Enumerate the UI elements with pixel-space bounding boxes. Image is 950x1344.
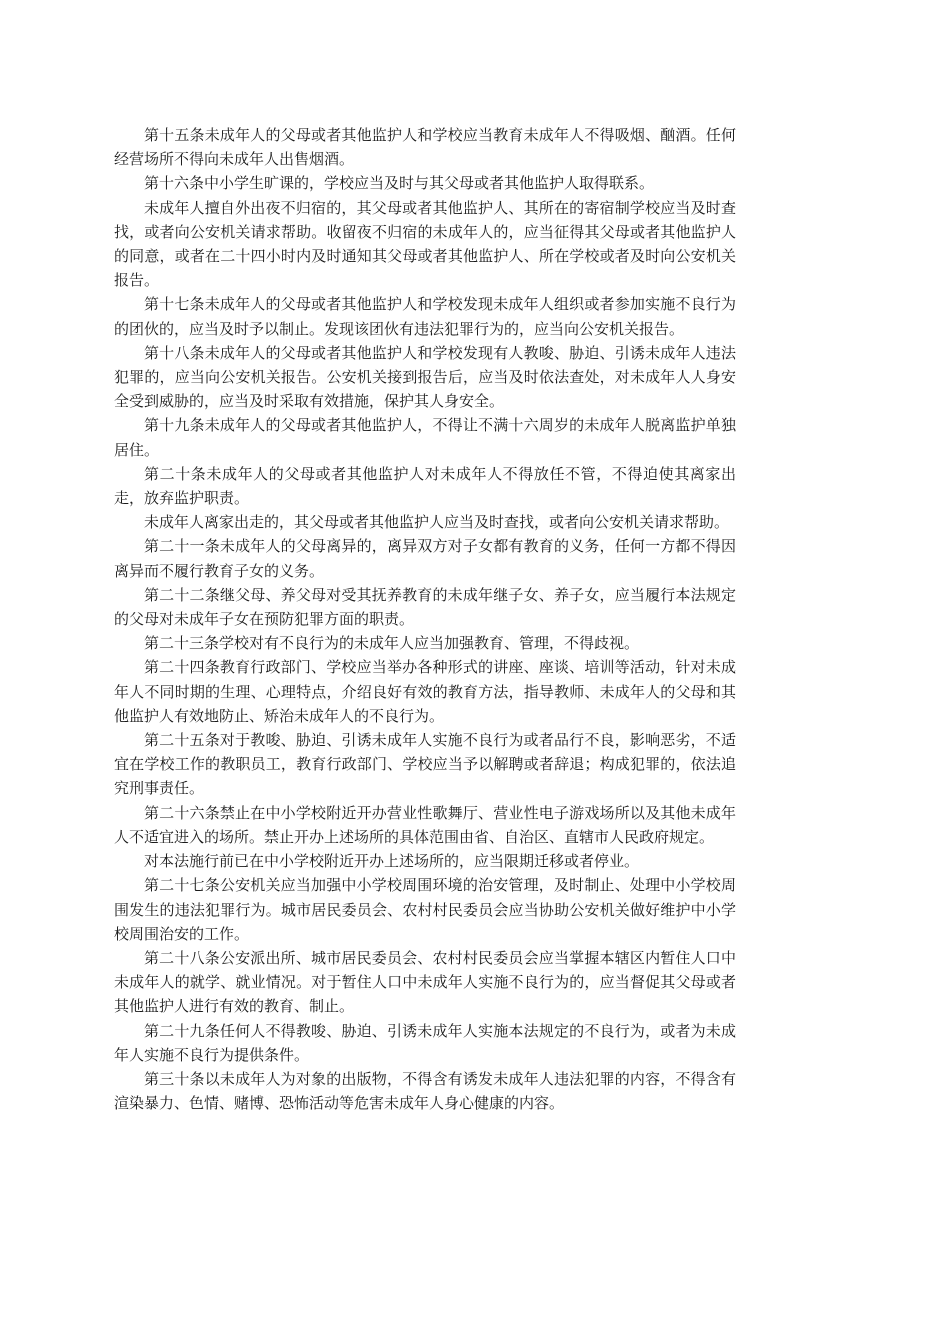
paragraph-article-17: 第十七条未成年人的父母或者其他监护人和学校发现未成年人组织或者参加实施不良行为的团伙的，应当及时予以制止。发现该团伙有违法犯罪行为的，应当向公安机关报告。 (114, 295, 736, 338)
paragraph-article-19: 第十九条未成年人的父母或者其他监护人，不得让不满十六周岁的未成年人脱离监护单独居住。 (114, 416, 736, 459)
paragraph-article-30: 第三十条以未成年人为对象的出版物，不得含有诱发未成年人违法犯罪的内容，不得含有渲染暴力、色情、赌博、恐怖活动等危害未成年人身心健康的内容。 (114, 1069, 736, 1113)
paragraph-article-20: 第二十条未成年人的父母或者其他监护人对未成年人不得放任不管，不得迫使其离家出走，放弃监护职责。 (114, 464, 736, 508)
paragraph-article-22: 第二十二条继父母、养父母对受其抚养教育的未成年继子女、养子女，应当履行本法规定的父母对未成年子女在预防犯罪方面的职责。 (114, 585, 736, 629)
paragraph-article-28: 第二十八条公安派出所、城市居民委员会、农村村民委员会应当掌握本辖区内暂住人口中未成年人的就学、就业情况。对于暂住人口中未成年人实施不良行为的，应当督促其父母或者其他监护人进行有效的教育、制止。 (114, 948, 736, 1016)
paragraph-article-26: 第二十六条禁止在中小学校附近开办营业性歌舞厅、营业性电子游戏场所以及其他未成年人不适宜进入的场所。禁止开办上述场所的具体范围由省、自治区、直辖市人民政府规定。 (114, 803, 736, 846)
paragraph-article-27: 第二十七条公安机关应当加强中小学校周围环境的治安管理，及时制止、处理中小学校周围发生的违法犯罪行为。城市居民委员会、农村村民委员会应当协助公安机关做好维护中小学校周围治安的工作。 (114, 876, 736, 943)
paragraph-article-23: 第二十三条学校对有不良行为的未成年人应当加强教育、管理，不得歧视。 (144, 634, 640, 653)
paragraph-article-24: 第二十四条教育行政部门、学校应当举办各种形式的讲座、座谈、培训等活动，针对未成年人不同时期的生理、心理特点，介绍良好有效的教育方法，指导教师、未成年人的父母和其他监护人有效地防止、矫治未成年人的不良行为。 (114, 658, 736, 725)
paragraph-article-29: 第二十九条任何人不得教唆、胁迫、引诱未成年人实施本法规定的不良行为，或者为未成年人实施不良行为提供条件。 (114, 1021, 736, 1064)
paragraph-article-18: 第十八条未成年人的父母或者其他监护人和学校发现有人教唆、胁迫、引诱未成年人违法犯罪的，应当向公安机关报告。公安机关接到报告后，应当及时依法查处，对未成年人人身安全受到威胁的，应当及时采取有效措施，保护其人身安全。 (114, 343, 736, 411)
document-body (114, 123, 736, 1115)
paragraph-article-26-cont: 对本法施行前已在中小学校附近开办上述场所的，应当限期迁移或者停业。 (144, 852, 640, 871)
paragraph-article-25: 第二十五条对于教唆、胁迫、引诱未成年人实施不良行为或者品行不良，影响恶劣，不适宜在学校工作的教职员工，教育行政部门、学校应当予以解聘或者辞退；构成犯罪的，依法追究刑事责任。 (114, 731, 736, 798)
paragraph-article-15: 第十五条未成年人的父母或者其他监护人和学校应当教育未成年人不得吸烟、酗酒。任何经营场所不得向未成年人出售烟酒。 (114, 126, 736, 169)
paragraph-article-16: 第十六条中小学生旷课的，学校应当及时与其父母或者其他监护人取得联系。 (144, 174, 655, 193)
paragraph-article-21: 第二十一条未成年人的父母离异的，离异双方对子女都有教育的义务，任何一方都不得因离异而不履行教育子女的义务。 (114, 537, 736, 580)
paragraph-article-20-cont: 未成年人离家出走的，其父母或者其他监护人应当及时查找，或者向公安机关请求帮助。 (144, 513, 730, 532)
paragraph-article-16-cont: 未成年人擅自外出夜不归宿的，其父母或者其他监护人、其所在的寄宿制学校应当及时查找，或者向公安机关请求帮助。收留夜不归宿的未成年人的，应当征得其父母或者其他监护人的同意，或者在二十四小时内及时通知其父母或者其他监护人、所在学校或者及时向公安机关报告。 (114, 198, 736, 290)
